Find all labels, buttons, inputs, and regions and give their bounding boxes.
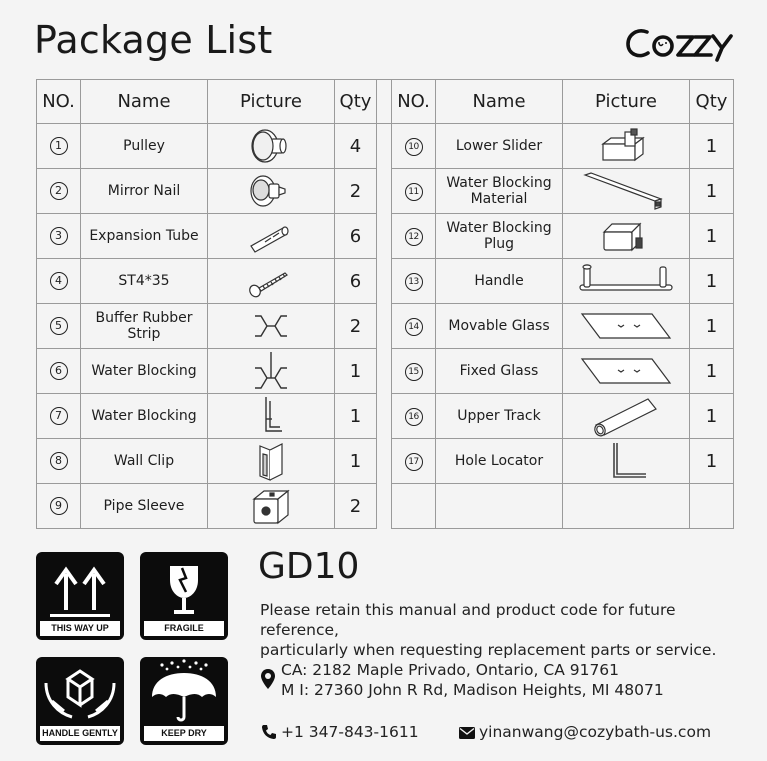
table-header-row xyxy=(37,80,734,124)
keep-dry-label xyxy=(140,657,228,745)
blocking-material-icon xyxy=(581,171,671,211)
item-name: Water Blocking Material xyxy=(436,169,563,214)
pulley-icon xyxy=(241,126,301,166)
item-qty: 2 xyxy=(335,304,377,349)
mirror-nail-icon xyxy=(241,171,301,211)
item-number: 10 xyxy=(405,138,423,156)
item-name: Movable Glass xyxy=(436,304,563,349)
item-qty: 1 xyxy=(690,349,734,394)
col-header-no: NO. xyxy=(392,80,436,124)
item-qty: 1 xyxy=(690,169,734,214)
warning-label-text: HANDLE GENTLY xyxy=(40,726,120,741)
item-number: 8 xyxy=(50,452,68,470)
water-blocking-l-icon xyxy=(246,395,296,437)
upper-track-icon xyxy=(586,395,666,437)
pipe-sleeve-icon xyxy=(246,485,296,527)
col-header-picture: Picture xyxy=(563,80,690,124)
movable-glass-icon xyxy=(578,306,674,346)
item-name: Water Blocking Plug xyxy=(436,214,563,259)
item-number: 6 xyxy=(50,362,68,380)
table-row xyxy=(37,304,734,349)
table-row xyxy=(37,124,734,169)
table-row xyxy=(37,349,734,394)
empty-cell xyxy=(563,484,690,529)
screw-icon xyxy=(241,261,301,301)
item-number: 1 xyxy=(50,137,68,155)
table-row xyxy=(37,439,734,484)
col-header-picture: Picture xyxy=(208,80,335,124)
col-header-no: NO. xyxy=(37,80,81,124)
item-name: Expansion Tube xyxy=(81,214,208,259)
item-qty: 1 xyxy=(335,394,377,439)
item-number: 15 xyxy=(405,363,423,381)
fragile-label xyxy=(140,552,228,640)
item-name: Mirror Nail xyxy=(81,169,208,214)
handle-icon xyxy=(576,261,676,301)
handle-gently-icon xyxy=(36,657,124,727)
item-qty: 2 xyxy=(335,169,377,214)
item-name: Lower Slider xyxy=(436,124,563,169)
item-name: Water Blocking xyxy=(81,394,208,439)
item-qty: 6 xyxy=(335,259,377,304)
item-number: 9 xyxy=(50,497,68,515)
col-header-qty: Qty xyxy=(690,80,734,124)
model-code: GD10 xyxy=(258,546,360,587)
col-header-name: Name xyxy=(436,80,563,124)
item-number: 7 xyxy=(50,407,68,425)
item-qty: 1 xyxy=(335,349,377,394)
item-number: 5 xyxy=(50,317,68,335)
item-qty: 1 xyxy=(690,439,734,484)
item-qty: 2 xyxy=(335,484,377,529)
buffer-strip-icon xyxy=(241,306,301,346)
phone-number[interactable]: +1 347-843-1611 xyxy=(281,723,419,741)
item-number: 16 xyxy=(405,408,423,426)
empty-cell xyxy=(436,484,563,529)
item-name: Hole Locator xyxy=(436,439,563,484)
item-qty: 4 xyxy=(335,124,377,169)
item-number: 4 xyxy=(50,272,68,290)
blocking-plug-icon xyxy=(596,216,656,256)
col-header-name: Name xyxy=(81,80,208,124)
table-row xyxy=(37,484,734,529)
note-line: particularly when requesting replacement parts or service. xyxy=(260,641,717,659)
item-name: Wall Clip xyxy=(81,439,208,484)
phone-icon xyxy=(261,724,277,740)
note-line: Please retain this manual and product code for future reference, xyxy=(260,601,676,639)
warning-label-text: KEEP DRY xyxy=(144,726,224,741)
table-row xyxy=(37,259,734,304)
item-qty: 1 xyxy=(690,394,734,439)
hole-locator-icon xyxy=(596,441,656,481)
item-qty: 1 xyxy=(690,124,734,169)
item-name: Pipe Sleeve xyxy=(81,484,208,529)
handle-gently-label xyxy=(36,657,124,745)
item-qty: 1 xyxy=(335,439,377,484)
item-number: 13 xyxy=(405,273,423,291)
page-title: Package List xyxy=(34,18,273,62)
empty-cell xyxy=(392,484,436,529)
item-name: Handle xyxy=(436,259,563,304)
fixed-glass-icon xyxy=(578,351,674,391)
item-name: ST4*35 xyxy=(81,259,208,304)
item-name: Pulley xyxy=(81,124,208,169)
water-blocking-strip-icon xyxy=(241,350,301,392)
keep-dry-icon xyxy=(140,657,228,727)
address-mi: M I: 27360 John R Rd, Madison Heights, MI 48071 xyxy=(281,681,664,699)
retention-note xyxy=(260,600,740,660)
lower-slider-icon xyxy=(591,126,661,166)
item-qty: 6 xyxy=(335,214,377,259)
this-way-up-icon xyxy=(36,552,124,622)
email-icon xyxy=(459,727,475,739)
table-row xyxy=(37,169,734,214)
item-qty: 1 xyxy=(690,214,734,259)
wall-clip-icon xyxy=(246,440,296,482)
item-number: 2 xyxy=(50,182,68,200)
column-gap xyxy=(377,80,392,124)
table-row xyxy=(37,214,734,259)
item-number: 3 xyxy=(50,227,68,245)
table-row xyxy=(37,394,734,439)
location-pin-icon xyxy=(260,668,276,690)
item-name: Water Blocking xyxy=(81,349,208,394)
empty-cell xyxy=(690,484,734,529)
item-name: Upper Track xyxy=(436,394,563,439)
item-number: 12 xyxy=(405,228,423,246)
warning-label-text: THIS WAY UP xyxy=(40,621,120,636)
warning-label-text: FRAGILE xyxy=(144,621,224,636)
address-block xyxy=(281,660,664,700)
brand-logo xyxy=(625,22,737,64)
package-list-table xyxy=(36,79,734,529)
expansion-tube-icon xyxy=(241,216,301,256)
fragile-icon xyxy=(140,552,228,622)
item-qty: 1 xyxy=(690,304,734,349)
address-ca: CA: 2182 Maple Privado, Ontario, CA 91761 xyxy=(281,661,620,679)
item-qty: 1 xyxy=(690,259,734,304)
item-name: Buffer Rubber Strip xyxy=(81,304,208,349)
item-number: 14 xyxy=(405,318,423,336)
email-address[interactable]: yinanwang@cozybath-us.com xyxy=(479,723,712,741)
item-number: 11 xyxy=(405,183,423,201)
this-way-up-label xyxy=(36,552,124,640)
item-number: 17 xyxy=(405,453,423,471)
col-header-qty: Qty xyxy=(335,80,377,124)
item-name: Fixed Glass xyxy=(436,349,563,394)
